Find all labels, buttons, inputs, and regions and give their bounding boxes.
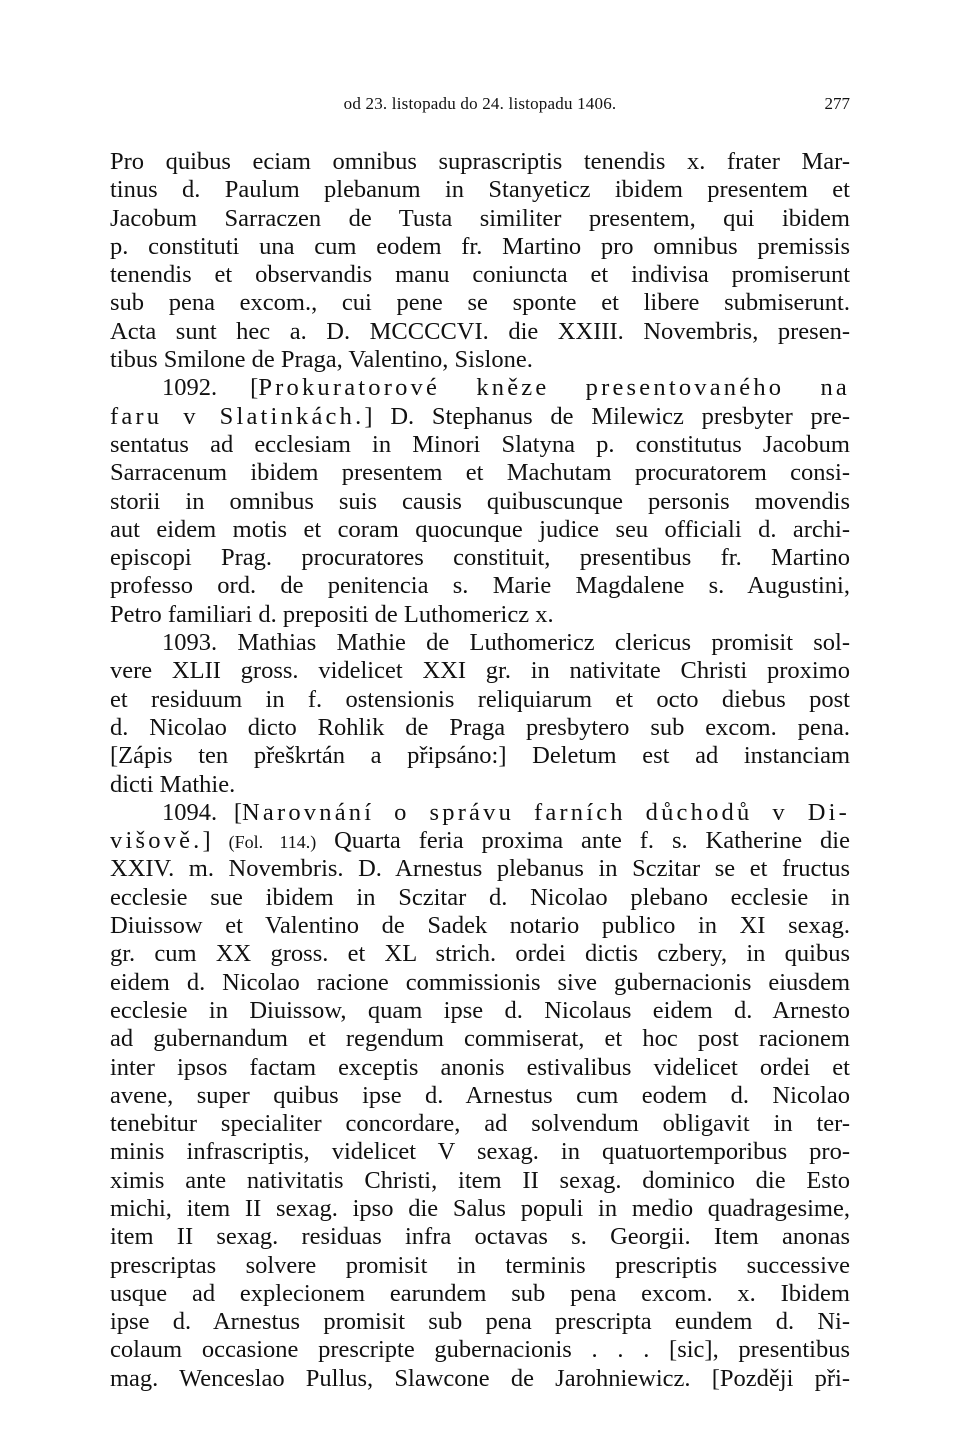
text-line xyxy=(110,1252,850,1280)
line-text: Petro familiari d. prepositi de Luthomericz x. xyxy=(110,600,554,628)
line-text: eidem d. Nicolao racione commissionis sive gubernacionis eiusdem xyxy=(110,968,850,996)
line-text: colaum occasione prescripte gubernacionis . . . [sic], presentibus xyxy=(110,1336,850,1364)
text-line xyxy=(110,1082,850,1110)
line-text: ecclesie sue ibidem in Sczitar d. Nicolao plebano ecclesie in xyxy=(110,883,850,911)
text-line xyxy=(110,289,850,317)
line-text: tinus d. Paulum plebanum in Stanyeticz ibidem presentem et xyxy=(110,176,850,204)
text-line xyxy=(110,1054,850,1082)
text-line xyxy=(110,969,850,997)
line-text: michi, item II sexag. ipso die Salus populi in medio quadragesime, xyxy=(110,1194,850,1222)
line-text: tenendis et observandis manu coniuncta et indivisa promiserunt xyxy=(110,261,850,289)
line-text: [Zápis ten přeškrtán a připsáno:] Deletum est ad instanciam xyxy=(110,742,850,770)
line-text: 1094. [ xyxy=(162,798,243,826)
text-line xyxy=(110,799,850,827)
line-text: dicti Mathie. xyxy=(110,770,236,798)
text-line xyxy=(110,1167,850,1195)
text-line xyxy=(110,233,850,261)
line-text: 1092. [ xyxy=(162,374,259,402)
spaced-heading-text: višově. xyxy=(110,827,203,855)
line-text: sentatus ad ecclesiam in Minori Slatyna p. constitutus Jacobum xyxy=(110,430,850,458)
text-line xyxy=(110,771,850,799)
line-text: sub pena excom., cui pene se sponte et libere submiserunt. xyxy=(110,289,850,317)
line-text: storii in omnibus suis causis quibuscunque personis movendis xyxy=(110,487,850,515)
line-text: gr. cum XX gross. et XL strich. ordei dictis czbery, in quibus xyxy=(110,940,850,968)
text-line xyxy=(110,1308,850,1336)
line-text: ] xyxy=(202,827,229,855)
text-line xyxy=(110,1336,850,1364)
line-text: ipse d. Arnestus promisit sub pena prescripta eundem d. Ni- xyxy=(110,1308,850,1336)
line-text: usque ad explecionem earundem sub pena excom. x. Ibidem xyxy=(110,1279,850,1307)
text-line xyxy=(110,912,850,940)
line-text: tibus Smilone de Praga, Valentino, Sislone. xyxy=(110,346,533,374)
folio-reference: (Fol. 114.) xyxy=(228,832,317,853)
text-line xyxy=(110,714,850,742)
line-text: XXIV. m. Novembris. D. Arnestus plebanus in Sczitar se et fructus xyxy=(110,855,850,883)
line-text: vere XLII gross. videlicet XXI gr. in nativitate Christi proximo xyxy=(110,657,850,685)
text-line xyxy=(110,431,850,459)
text-line xyxy=(110,686,850,714)
page-number: 277 xyxy=(824,94,850,113)
text-line xyxy=(110,572,850,600)
text-line xyxy=(110,884,850,912)
line-text: d. Nicolao dicto Rohlik de Praga presbytero sub excom. pena. xyxy=(110,713,850,741)
line-text: item II sexag. residuas infra octavas s. Georgii. Item anonas xyxy=(110,1223,850,1251)
text-line xyxy=(110,629,850,657)
text-line xyxy=(110,374,850,402)
text-line xyxy=(110,516,850,544)
text-line xyxy=(110,148,850,176)
line-text: Sarracenum ibidem presentem et Machutam procuratorem consi- xyxy=(110,459,850,487)
line-text: Diuissow et Valentino de Sadek notario publico in XI sexag. xyxy=(110,912,850,940)
text-line xyxy=(110,1365,850,1393)
body-text xyxy=(110,148,850,1393)
spaced-heading-text: faru v Slatinkách. xyxy=(110,402,365,430)
line-text: aut eidem motis et coram quocunque judice seu officiali d. archi- xyxy=(110,515,850,543)
line-text: 1093. Mathias Mathie de Luthomericz clericus promisit sol- xyxy=(162,629,850,657)
text-line xyxy=(110,1195,850,1223)
text-line xyxy=(110,205,850,233)
line-text: professo ord. de penitencia s. Marie Magdalene s. Augustini, xyxy=(110,572,850,600)
text-line xyxy=(110,176,850,204)
text-line xyxy=(110,544,850,572)
line-text: avene, super quibus ipse d. Arnestus cum eodem d. Nicolao xyxy=(110,1081,850,1109)
spaced-heading-text: Prokuratorové kněze presentovaného na xyxy=(258,374,850,402)
text-line xyxy=(110,827,850,855)
line-text: Acta sunt hec a. D. MCCCCVI. die XXIII. Novembris, presen- xyxy=(110,317,850,345)
line-text: mag. Wenceslao Pullus, Slawcone de Jarohniewicz. [Později při- xyxy=(110,1364,850,1392)
line-text: inter ipsos factam exceptis anonis estivalibus videlicet ordei et xyxy=(110,1053,850,1081)
line-text: et residuum in f. ostensionis reliquiarum et octo diebus post xyxy=(110,685,850,713)
text-line xyxy=(110,855,850,883)
text-line xyxy=(110,1280,850,1308)
line-text: ] D. Stephanus de Milewicz presbyter pre- xyxy=(364,402,850,430)
text-line xyxy=(110,997,850,1025)
text-line xyxy=(110,940,850,968)
running-title: od 23. listopadu do 24. listopadu 1406. xyxy=(343,94,617,113)
text-line xyxy=(110,488,850,516)
text-line xyxy=(110,318,850,346)
text-line xyxy=(110,657,850,685)
line-text: prescriptas solvere promisit in terminis prescriptis successive xyxy=(110,1251,850,1279)
text-line xyxy=(110,1110,850,1138)
spaced-heading-text: Narovnání o správu farních důchodů v Di- xyxy=(242,798,850,826)
line-text: p. constituti una cum eodem fr. Martino pro omnibus premissis xyxy=(110,232,850,260)
text-line xyxy=(110,346,850,374)
text-line xyxy=(110,601,850,629)
text-line xyxy=(110,459,850,487)
line-text: tenebitur specialiter concordare, ad solvendum obligavit in ter- xyxy=(110,1110,850,1138)
line-text: Jacobum Sarraczen de Tusta similiter presentem, qui ibidem xyxy=(110,204,850,232)
line-text: Pro quibus eciam omnibus suprascriptis tenendis x. frater Mar- xyxy=(110,148,850,175)
text-line xyxy=(110,742,850,770)
line-text: episcopi Prag. procuratores constituit, presentibus fr. Martino xyxy=(110,544,850,572)
line-text: Quarta feria proxima ante f. s. Katherine die xyxy=(316,827,850,855)
text-line xyxy=(110,1138,850,1166)
line-text: ximis ante nativitatis Christi, item II sexag. dominico die Esto xyxy=(110,1166,850,1194)
running-head xyxy=(110,94,850,120)
line-text: minis infrascriptis, videlicet V sexag. in quatuortemporibus pro- xyxy=(110,1138,850,1166)
line-text: ecclesie in Diuissow, quam ipse d. Nicolaus eidem d. Arnesto xyxy=(110,996,850,1024)
text-line xyxy=(110,1223,850,1251)
text-line xyxy=(110,261,850,289)
text-line xyxy=(110,403,850,431)
line-text: ad gubernandum et regendum commiserat, et hoc post racionem xyxy=(110,1025,850,1053)
text-line xyxy=(110,1025,850,1053)
